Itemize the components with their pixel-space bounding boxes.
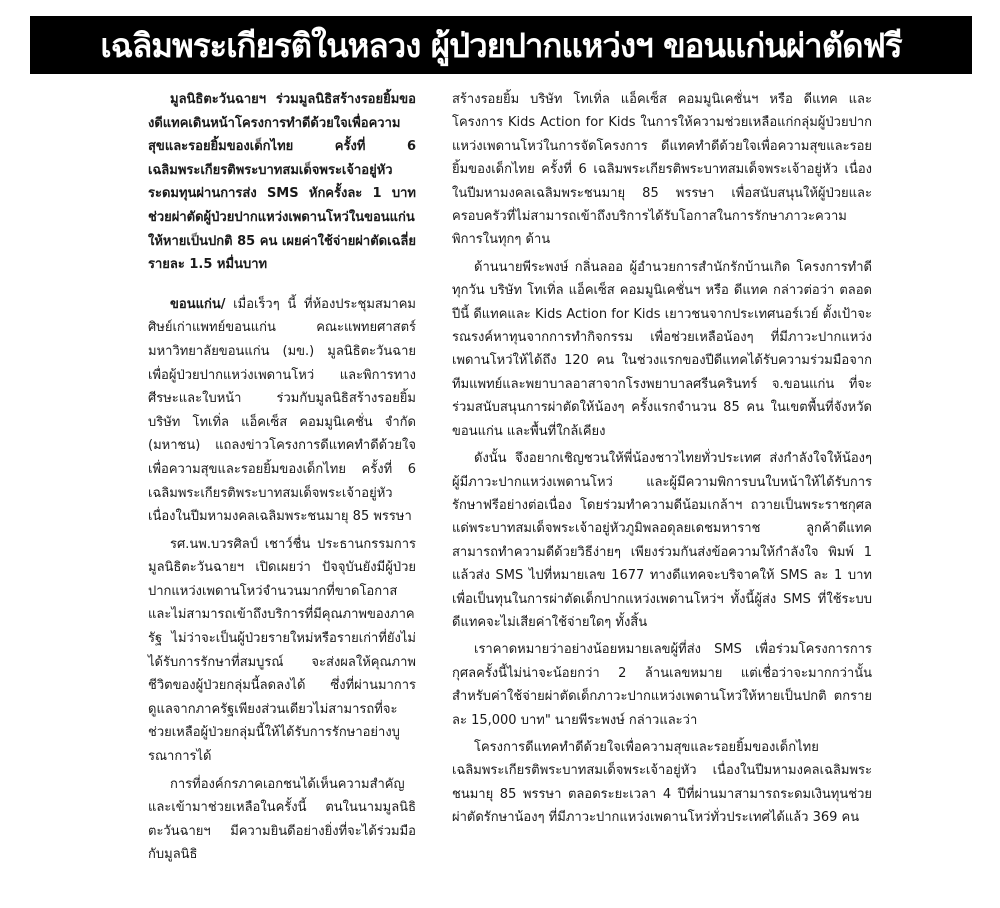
body-paragraph: โครงการดีแทคทำดีด้วยใจเพื่อความสุขและรอยยิ้มของเด็กไทย เฉลิมพระเกียรติพระบาทสมเด็จพระเจ้าอยู่หัว เนื่องในปีมหามงคลเฉลิมพระชนมายุ 85 พรรษา ตลอดระยะเวลา 4 ปีที่ผ่านมาสามารถระดมเงินทุนช่วยผ่าตัดรักษาน้องๆ ที่มีภาวะปากแหว่งเพดานโหว่ทั่วประเทศได้แล้ว 369 คน [452,739,872,826]
dateline: ขอนแก่น/ [170,296,226,312]
body-paragraph: สร้างรอยยิ้ม บริษัท โทเทิ่ล แอ็คเซ็ส คอมมูนิเคชั่นฯ หรือ ดีแทค และโครงการ Kids Action for Kids ในการให้ความช่วยเหลือแก่กลุ่มผู้ป่วยปากแหว่งเพดานโหว่ในการจัดโครงการ ดีแทคทำดีด้วยใจเพื่อความสุขและรอยยิ้มของเด็กไทย ครั้งที่ 6 เฉลิมพระเกียรติพระบาทสมเด็จพระเจ้าอยู่หัว เนื่องในปีมหามงคลเฉลิมพระชนมายุ 85 พรรษา เพื่อสนับสนุนให้ผู้ป่วยและครอบครัวที่ไม่สามารถเข้าถึงบริการได้รับโอกาสในการรักษาภาวะความพิการในทุกๆ ด้าน [452,92,872,248]
body-paragraph: ด้านนายพีระพงษ์ กลิ่นลออ ผู้อำนวยการสำนักรักบ้านเกิด โครงการทำดีทุกวัน บริษัท โทเทิ่ล แอ็คเซ็ส คอมมูนิเคชั่นฯ หรือ ดีแทค กล่าวต่อว่า ตลอดปีนี้ ดีแทคและ Kids Action for Kids เยาวชนจากประเทศนอร์เวย์ ตั้งเป้าจะรณรงค์หาทุนจากการทำกิจกรรม เพื่อช่วยเหลือน้องๆ ที่มีภาวะปากแหว่งเพดานโหว่ให้ได้ถึง 120 คน ในช่วงแรกของปีดีแทคได้รับความร่วมมือจากทีมแพทย์และพยาบาลอาสาจากโรงพยาบาลศรีนครินทร์ จ.ขอนแก่น ที่จะร่วมสนับสนุนการผ่าตัดให้น้องๆ ครั้งแรกจำนวน 85 คน ในเขตพื้นที่จังหวัดขอนแก่น และพื้นที่ใกล้เคียง [452,259,872,439]
lead-paragraph: มูลนิธิตะวันฉายฯ ร่วมมูลนิธิสร้างรอยยิ้มของดีแทคเดินหน้าโครงการทำดีด้วยใจเพื่อความสุขและรอยยิ้มของเด็กไทย ครั้งที่ 6 เฉลิมพระเกียรติพระบาทสมเด็จพระเจ้าอยู่หัว ระดมทุนผ่านการส่ง SMS หักครั้งละ 1 บาท ช่วยผ่าตัดผู้ป่วยปากแหว่งเพดานโหว่ในขอนแก่นให้หายเป็นปกติ 85 คน เผยค่าใช้จ่ายผ่าตัดเฉลี่ยรายละ 1.5 หมื่นบาท [148,92,416,273]
body-paragraph: รศ.นพ.บวรศิลป์ เชาว์ชื่น ประธานกรรมการมูลนิธิตะวันฉายฯ เปิดเผยว่า ปัจจุบันยังมีผู้ป่วยปากแหว่งเพดานโหว่จำนวนมากที่ขาดโอกาส และไม่สามารถเข้าถึงบริการที่มีคุณภาพของภาครัฐ ไม่ว่าจะเป็นผู้ป่วยรายใหม่หรือรายเก่าที่ยังไม่ได้รับการรักษาที่สมบูรณ์ จะส่งผลให้คุณภาพชีวิตของผู้ป่วยกลุ่มนี้ลดลงได้ ซึ่งที่ผ่านมาการดูแลจากภาครัฐเพียงส่วนเดียวไม่สามารถที่จะช่วยเหลือผู้ป่วยกลุ่มนี้ให้ได้รับการรักษาอย่างบูรณาการได้ [148,536,416,765]
body-paragraph: การที่องค์กรภาคเอกชนได้เห็นความสำคัญและเข้ามาช่วยเหลือในครั้งนี้ ตนในนามมูลนิธิตะวันฉายฯ มีความยินดีอย่างยิ่งที่จะได้ร่วมมือกับมูลนิธิ [148,776,416,863]
body-paragraph [148,293,416,529]
body-paragraph: ดังนั้น จึงอยากเชิญชวนให้พี่น้องชาวไทยทั่วประเทศ ส่งกำลังใจให้น้องๆ ผู้มีภาวะปากแหว่งเพดานโหว่ และผู้มีความพิการบนใบหน้าให้ได้รับการรักษาฟรีอย่างต่อเนื่อง โดยร่วมทำความดีน้อมเกล้าฯ ถวายเป็นพระราชกุศลแด่พระบาทสมเด็จพระเจ้าอยู่หัวภูมิพลอดุลยเดชมหาราช ลูกค้าดีแทคสามารถทำความดีด้วยวิธีง่ายๆ เพียงร่วมกันส่งข้อความให้กำลังใจ พิมพ์ 1 แล้วส่ง SMS ไปที่หมายเลข 1677 ทางดีแทคจะบริจาคให้ SMS ละ 1 บาท เพื่อเป็นทุนในการผ่าตัดเด็กปากแหว่งเพดานโหว่ฯ ทั้งนี้ผู้ส่ง SMS ที่ใช้ระบบดีแทคจะไม่เสียค่าใช้จ่ายใดๆ ทั้งสิ้น [452,451,872,630]
body-paragraph-text: เมื่อเร็วๆ นี้ ที่ห้องประชุมสมาคมศิษย์เก่าแพทย์ขอนแก่น คณะแพทยศาสตร์ มหาวิทยาลัยขอนแก่น (มข.) มูลนิธิตะวันฉายเพื่อผู้ป่วยปากแหว่งเพดานโหว่ และพิการทางศีรษะและใบหน้า ร่วมกับมูลนิธิสร้างรอยยิ้ม บริษัท โทเทิ่ล แอ็คเซ็ส คอมมูนิเคชั่น จำกัด (มหาชน) แถลงข่าวโครงการดีแทคทำดีด้วยใจ เพื่อความสุขและรอยยิ้มของเด็กไทย ครั้งที่ 6 เฉลิมพระเกียรติพระบาทสมเด็จพระเจ้าอยู่หัว เนื่องในปีมหามงคลเฉลิมพระชนมายุ 85 พรรษา [148,296,416,525]
headline: เฉลิมพระเกียรติในหลวง ผู้ป่วยปากแหว่งฯ ขอนแก่นผ่าตัดฟรี [30,16,972,74]
article-column-left [148,88,416,867]
article-column-right [452,88,872,830]
body-paragraph: เราคาดหมายว่าอย่างน้อยหมายเลขผู้ที่ส่ง SMS เพื่อร่วมโครงการการกุศลครั้งนี้ไม่น่าจะน้อยกว่า 2 ล้านเลขหมาย แต่เชื่อว่าจะมากกว่านั้น สำหรับค่าใช้จ่ายผ่าตัดเด็กภาวะปากแหว่งเพดานโหว่ให้หายเป็นปกติ ตกรายละ 15,000 บาท" นายพีระพงษ์ กล่าวและว่า [452,642,872,728]
